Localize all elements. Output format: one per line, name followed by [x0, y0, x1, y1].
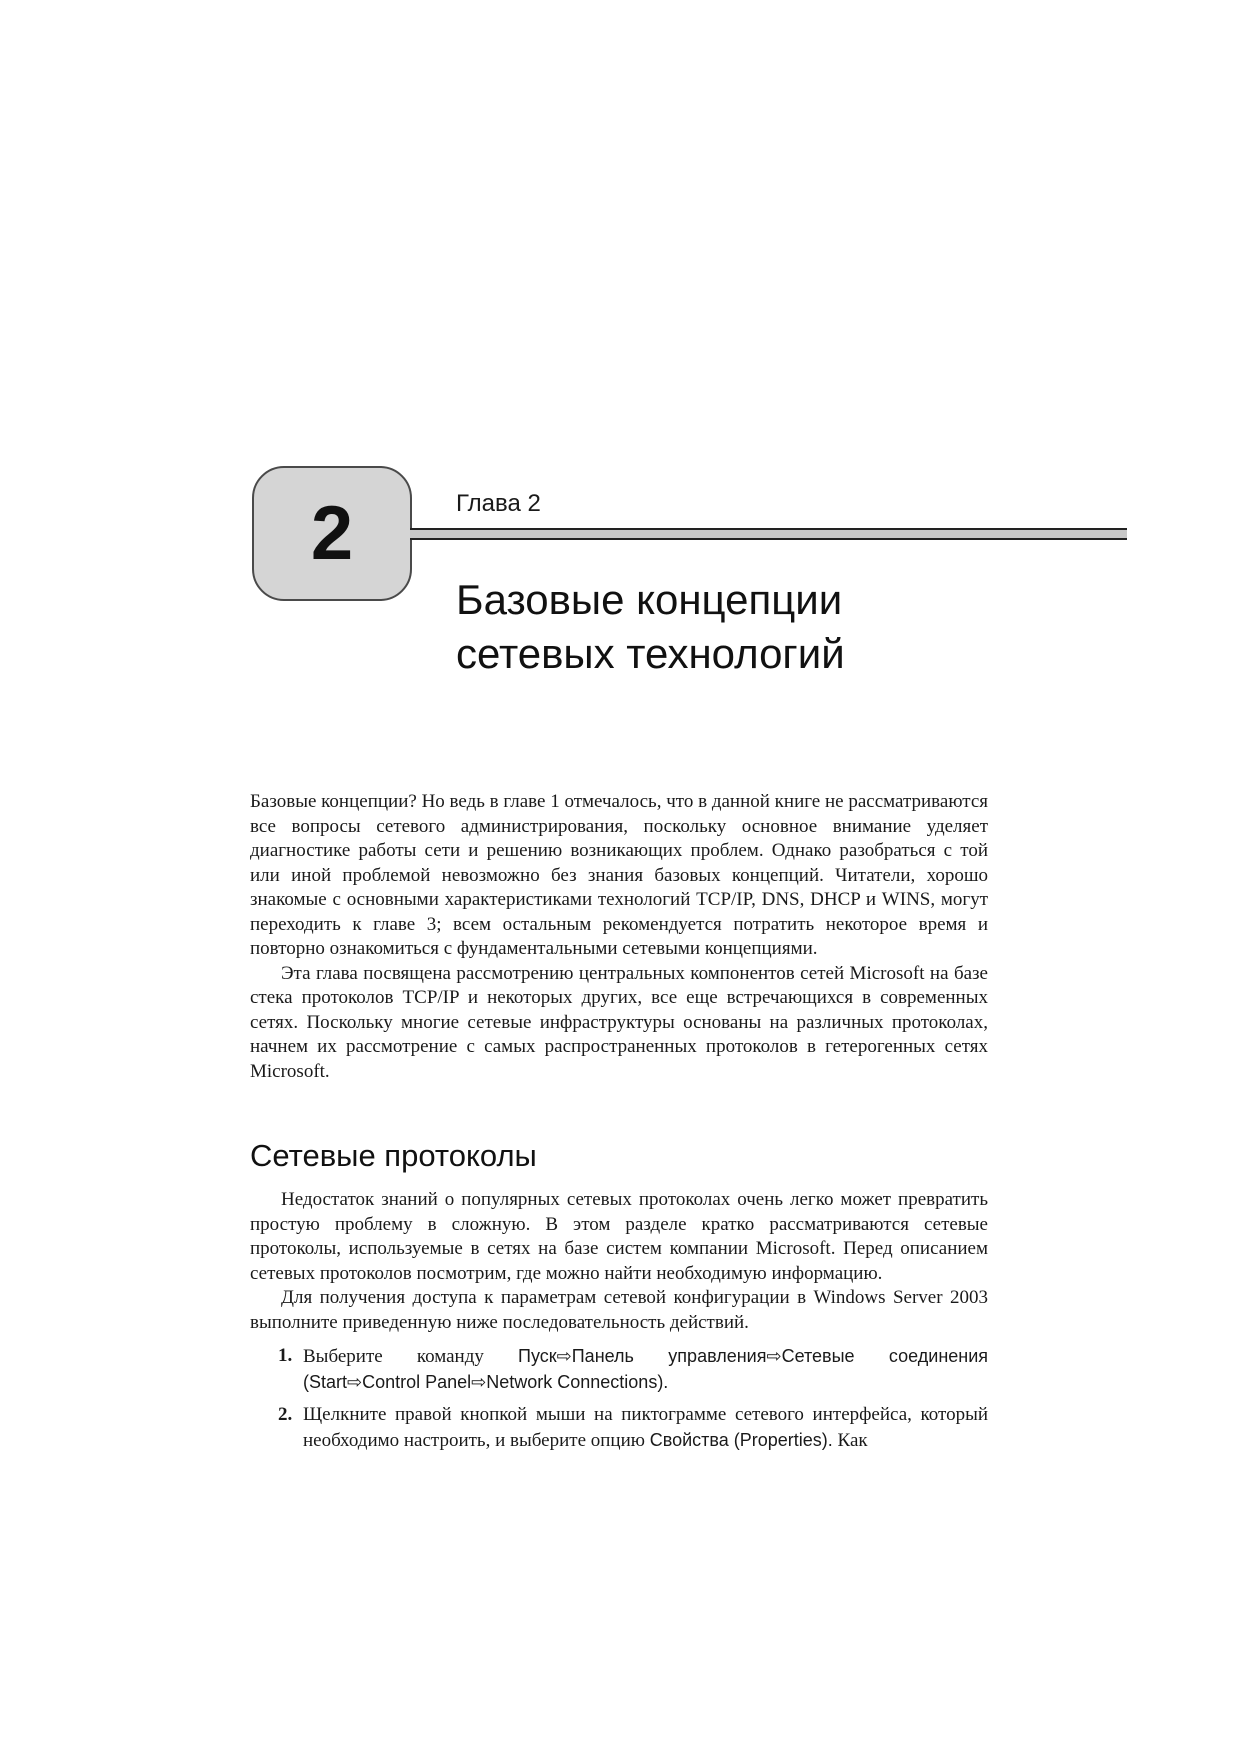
- step-number: 1.: [278, 1345, 293, 1366]
- step-number: 2.: [278, 1404, 293, 1425]
- step-item: [250, 1344, 988, 1395]
- step-ui-path: Пуск⇨Панель управления⇨Сетевые соединения (Start⇨Control Panel⇨Network Connections).: [303, 1346, 989, 1392]
- step-item: [250, 1403, 988, 1453]
- chapter-title-line-1: Базовые концепции: [456, 576, 843, 623]
- section-body: [250, 1188, 988, 1335]
- section-paragraph-2: Для получения доступа к параметрам сетевой конфигурации в Windows Server 2003 выполните приведенную ниже последовательность действий.: [250, 1287, 988, 1333]
- chapter-title: [456, 573, 1076, 681]
- step-text: Выберите команду: [303, 1346, 519, 1367]
- step-tail: Как: [832, 1429, 868, 1451]
- section-heading: Сетевые протоколы: [250, 1138, 537, 1173]
- chapter-number-badge: [252, 466, 412, 601]
- chapter-rule-divider: [410, 528, 1127, 540]
- section-paragraph-1: Недостаток знаний о популярных сетевых протоколах очень легко может превратить простую проблему в сложную. В этом разделе кратко рассматриваются сетевые протоколы, используемые в сетях на базе систем компании Microsoft. Перед описанием сетевых протоколов посмотрим, где можно найти необходимую информацию.: [250, 1189, 988, 1284]
- intro-text: [250, 790, 988, 1084]
- steps-list: [250, 1344, 988, 1461]
- step-ui-path: Свойства (Properties).: [649, 1429, 833, 1450]
- chapter-number: 2: [310, 490, 354, 576]
- step-text: Щелкните правой кнопкой мыши на пиктограмме сетевого интерфейса, который необходимо настроить, и выберите опцию: [303, 1404, 988, 1451]
- chapter-title-line-2: сетевых технологий: [456, 630, 845, 677]
- intro-paragraph-2: Эта глава посвящена рассмотрению центральных компонентов сетей Microsoft на базе стека протоколов TCP/IP и некоторых других, все еще встречающихся в современных сетях. Поскольку многие сетевые инфраструктуры основаны на различных протоколах, начнем их рассмотрение с самых распространенных протоколов в гетерогенных сетях Microsoft.: [250, 962, 988, 1082]
- intro-paragraph-1: Базовые концепции? Но ведь в главе 1 отмечалось, что в данной книге не рассматриваются все вопросы сетевого администрирования, поскольку основное внимание уделяет диагностике работы сети и решению возникающих проблем. Однако разобраться с той или иной проблемой невозможно без знания базовых концепций. Читатели, хорошо знакомые с основными характеристиками технологий TCP/IP, DNS, DHCP и WINS, могут переходить к главе 3; всем остальным рекомендуется потратить некоторое время и повторно ознакомиться с фундаментальными сетевыми концепциями.: [250, 791, 988, 959]
- chapter-label: Глава 2: [456, 490, 541, 517]
